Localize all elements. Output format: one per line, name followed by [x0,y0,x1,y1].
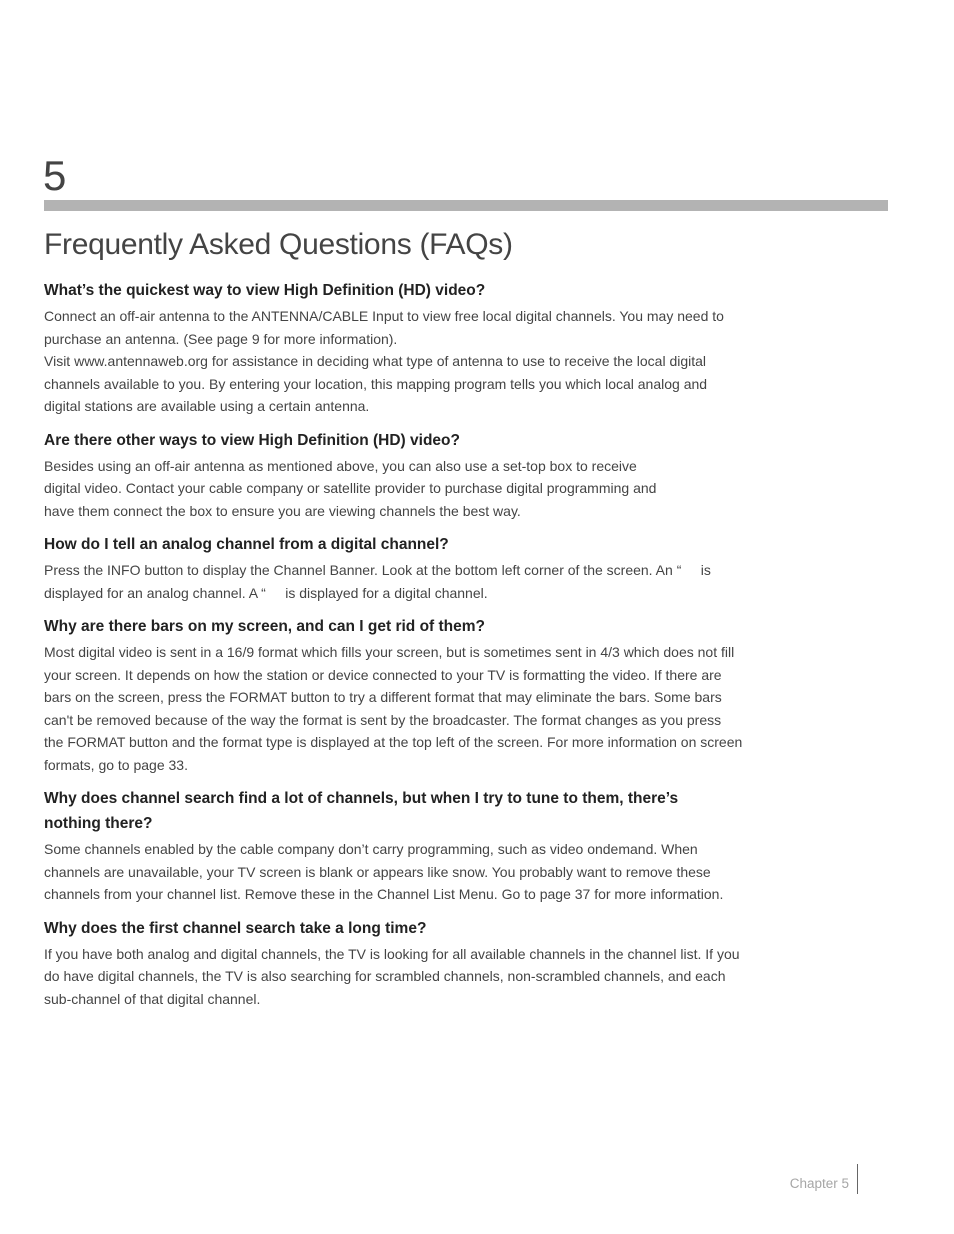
faq-question: Are there other ways to view High Definition (HD) video? [44,431,460,449]
faq-item-first-search-time [44,916,744,1011]
footer-divider [857,1164,858,1194]
footer-chapter-label: Chapter 5 [789,1176,849,1191]
faq-item-hd-quickest [44,278,744,418]
faq-item-empty-channels [44,786,744,906]
faq-question: What’s the quickest way to view High Definition (HD) video? [44,282,486,299]
faq-answer: Connect an off-air antenna to the ANTENNA/CABLE Input to view free local digital channels. You may need to purchase an antenna. (See page 9 for more information). [44,308,724,347]
faq-question: Why does the first channel search take a long time? [44,919,427,937]
faq-answer: Besides using an off-air antenna as mentioned above, you can also use a set-top box to receive digital video. Contact your cable company or satellite provider to purchase digital programming and have them connect the box to ensure you are viewing channels the best way. [44,457,657,519]
faq-item-screen-bars [44,614,744,776]
faq-answer: Visit www.antennaweb.org for assistance in deciding what type of antenna to use to receive the local digital channels available to you. By entering your location, this mapping program tells you which local analog and digital stations are available using a certain antenna. [44,353,708,414]
faq-item-analog-vs-digital [44,532,744,604]
faq-answer: If you have both analog and digital channels, the TV is looking for all available channels in the channel list. If you do have digital channels, the TV is also searching for scrambled channels, non-scrambled channels, and each sub-channel of that digital channel. [44,945,740,1007]
faq-answer: Some channels enabled by the cable company don’t carry programming, such as video ondemand. When channels are unavailable, your TV screen is blank or appears like snow. You probably want to remove these channels from your channel list. Remove these in the Channel List Menu. Go to page 37 for more information. [44,841,724,902]
faq-question: Why does channel search find a lot of channels, but when I try to tune to them, there’s nothing there? [44,790,679,832]
chapter-number: 5 [43,152,67,199]
faq-list [44,278,744,1020]
chapter-divider-bar [44,200,888,211]
page-title: Frequently Asked Questions (FAQs) [44,228,513,261]
faq-answer: Most digital video is sent in a 16/9 format which fills your screen, but is sometimes sent in 4/3 which does not fill your screen. It depends on how the station or device connected to your TV is formatting the video. If there are bars on the screen, press the FORMAT button to try a different format that may eliminate the bars. Some bars can't be removed because of the way the format is sent by the broadcaster. The format changes as you press the FORMAT button and the format type is displayed at the top left of the screen. For more information on screen formats, go to page 33. [44,644,743,773]
faq-question: How do I tell an analog channel from a digital channel? [44,536,449,553]
faq-question: Why are there bars on my screen, and can I get rid of them? [44,618,486,635]
faq-answer: Press the INFO button to display the Channel Banner. Look at the bottom left corner of the screen. An “ is displayed for an analog channel. A “ is displayed for a digital channel. [44,562,715,601]
faq-item-hd-other-ways [44,428,744,523]
